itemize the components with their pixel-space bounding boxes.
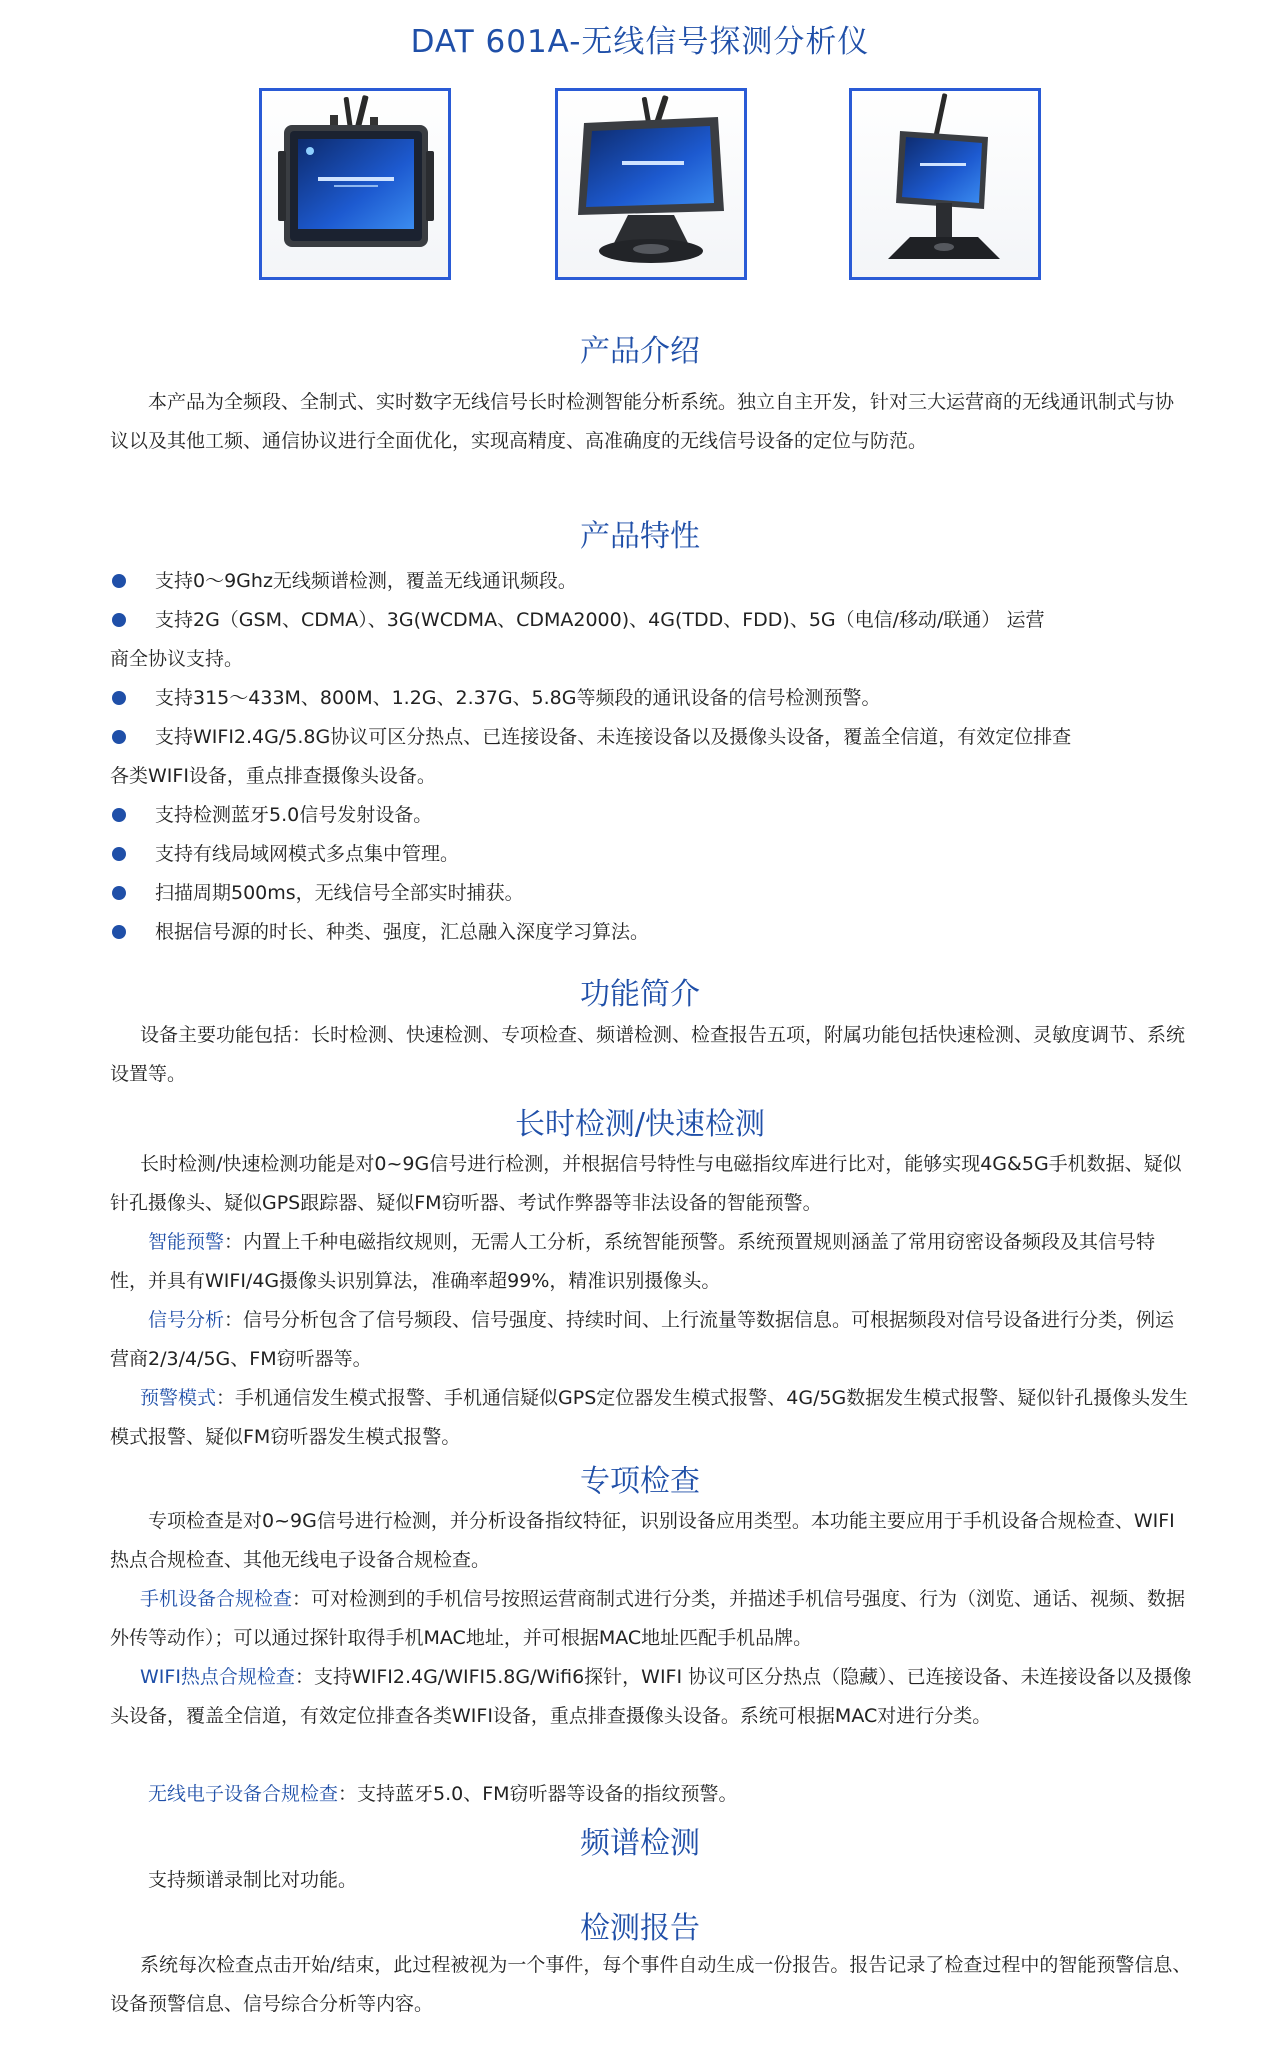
feature-item <box>110 874 1192 913</box>
bullet-dot-icon <box>112 925 126 939</box>
bullet-dot-icon <box>112 847 126 861</box>
bullet-dot-icon <box>112 730 126 744</box>
item-label: 预警模式 <box>140 1387 217 1409</box>
bullet-dot-icon <box>112 613 126 627</box>
feature-text: 扫描周期500ms，无线信号全部实时捕获。 <box>155 882 524 904</box>
feature-text: 支持WIFI2.4G/5.8G协议可区分热点、已连接设备、未连接设备以及摄像头设备，覆盖全信道，有效定位排查 <box>155 726 1072 748</box>
special-item <box>110 1580 1192 1658</box>
device-stand-image <box>558 91 744 277</box>
special-text: 专项检查是对0~9G信号进行检测，并分析设备指纹特征，识别设备应用类型。本功能主要应用于手机设备合规检查、WIFI热点合规检查、其他无线电子设备合规检查。 <box>110 1510 1175 1571</box>
intro-text: 本产品为全频段、全制式、实时数字无线信号长时检测智能分析系统。独立自主开发，针对三大运营商的无线通讯制式与协议以及其他工频、通信协议进行全面优化，实现高精度、高准确度的无线信号设备的定位与防范。 <box>110 391 1175 452</box>
long-detect-item <box>110 1301 1192 1379</box>
item-text: ：支持蓝牙5.0、FM窃听器等设备的指纹预警。 <box>338 1783 738 1805</box>
item-text: ：可对检测到的手机信号按照运营商制式进行分类，并描述手机信号强度、行为（浏览、通话、视频、数据外传等动作）；可以通过探针取得手机MAC地址，并可根据MAC地址匹配手机品牌。 <box>110 1588 1186 1649</box>
functions-heading: 功能简介 <box>580 977 700 1012</box>
feature-text-cont: 各类WIFI设备，重点排查摄像头设备。 <box>110 765 436 787</box>
functions-text: 设备主要功能包括：长时检测、快速检测、专项检查、频谱检测、检查报告五项，附属功能包括快速检测、灵敏度调节、系统设置等。 <box>110 1024 1186 1085</box>
item-label: 手机设备合规检查 <box>140 1588 293 1610</box>
feature-item <box>110 796 1192 835</box>
special-heading: 专项检查 <box>580 1464 700 1499</box>
feature-item <box>110 679 1192 718</box>
item-label: 智能预警 <box>148 1231 225 1253</box>
long-detect-item <box>110 1223 1192 1301</box>
feature-text: 支持315～433M、800M、1.2G、2.37G、5.8G等频段的通讯设备的信号检测预警。 <box>155 687 881 709</box>
long-detect-text: 长时检测/快速检测功能是对0~9G信号进行检测，并根据信号特性与电磁指纹库进行比对，能够实现4G&5G手机数据、疑似针孔摄像头、疑似GPS跟踪器、疑似FM窃听器、考试作弊器等非法设备的智能预警。 <box>110 1153 1182 1214</box>
report-text: 系统每次检查点击开始/结束，此过程被视为一个事件，每个事件自动生成一份报告。报告记录了检查过程中的智能预警信息、设备预警信息、信号综合分析等内容。 <box>110 1954 1192 2015</box>
feature-item <box>110 913 1192 952</box>
item-label: 信号分析 <box>148 1309 225 1331</box>
special-item <box>110 1775 1192 1814</box>
device-photo-1 <box>259 88 451 280</box>
feature-text: 支持检测蓝牙5.0信号发射设备。 <box>155 804 433 826</box>
item-label: 无线电子设备合规检查 <box>148 1783 339 1805</box>
spectrum-heading: 频谱检测 <box>580 1826 700 1861</box>
bullet-dot-icon <box>112 574 126 588</box>
feature-text: 支持2G（GSM、CDMA）、3G(WCDMA、CDMA2000)、4G(TDD、FDD)、5G（电信/移动/联通） 运营 <box>155 609 1045 631</box>
device-front-image <box>262 91 448 277</box>
item-text: ：内置上千种电磁指纹规则，无需人工分析，系统智能预警。系统预置规则涵盖了常用窃密设备频段及其信号特性，并具有WIFI/4G摄像头识别算法，准确率超99%，精准识别摄像头。 <box>110 1231 1156 1292</box>
feature-text: 支持有线局域网模式多点集中管理。 <box>155 843 460 865</box>
feature-item <box>110 835 1192 874</box>
intro-heading: 产品介绍 <box>580 334 700 369</box>
item-text: ：信号分析包含了信号频段、信号强度、持续时间、上行流量等数据信息。可根据频段对信号设备进行分类，例运营商2/3/4/5G、FM窃听器等。 <box>110 1309 1175 1370</box>
feature-text-cont: 商全协议支持。 <box>110 648 244 670</box>
feature-item <box>110 718 1192 796</box>
item-text: ：支持WIFI2.4G/WIFI5.8G/Wifi6探针，WIFI 协议可区分热点（隐藏）、已连接设备、未连接设备以及摄像头设备，覆盖全信道，有效定位排查各类WIFI设备，重点排查摄像头设备。系统可根据MAC对进行分类。 <box>110 1666 1192 1727</box>
bullet-dot-icon <box>112 808 126 822</box>
bullet-dot-icon <box>112 691 126 705</box>
product-photos <box>0 88 1280 288</box>
device-side-image <box>852 91 1038 277</box>
device-photo-2 <box>555 88 747 280</box>
item-text: ：手机通信发生模式报警、手机通信疑似GPS定位器发生模式报警、4G/5G数据发生模式报警、疑似针孔摄像头发生模式报警、疑似FM窃听器发生模式报警。 <box>110 1387 1189 1448</box>
bullet-dot-icon <box>112 886 126 900</box>
special-item <box>110 1658 1192 1736</box>
long-detect-item <box>110 1379 1192 1457</box>
spectrum-text: 支持频谱录制比对功能。 <box>148 1869 358 1891</box>
page-title: DAT 601A-无线信号探测分析仪 <box>410 24 870 60</box>
feature-item <box>110 562 1192 601</box>
feature-item <box>110 601 1192 679</box>
features-heading: 产品特性 <box>580 519 700 554</box>
device-photo-3 <box>849 88 1041 280</box>
feature-text: 根据信号源的时长、种类、强度，汇总融入深度学习算法。 <box>155 921 650 943</box>
long-detect-heading: 长时检测/快速检测 <box>514 1107 766 1142</box>
report-heading: 检测报告 <box>580 1911 700 1946</box>
feature-text: 支持0～9Ghz无线频谱检测，覆盖无线通讯频段。 <box>155 570 577 592</box>
features-list <box>110 562 1192 952</box>
item-label: WIFI热点合规检查 <box>140 1666 295 1688</box>
